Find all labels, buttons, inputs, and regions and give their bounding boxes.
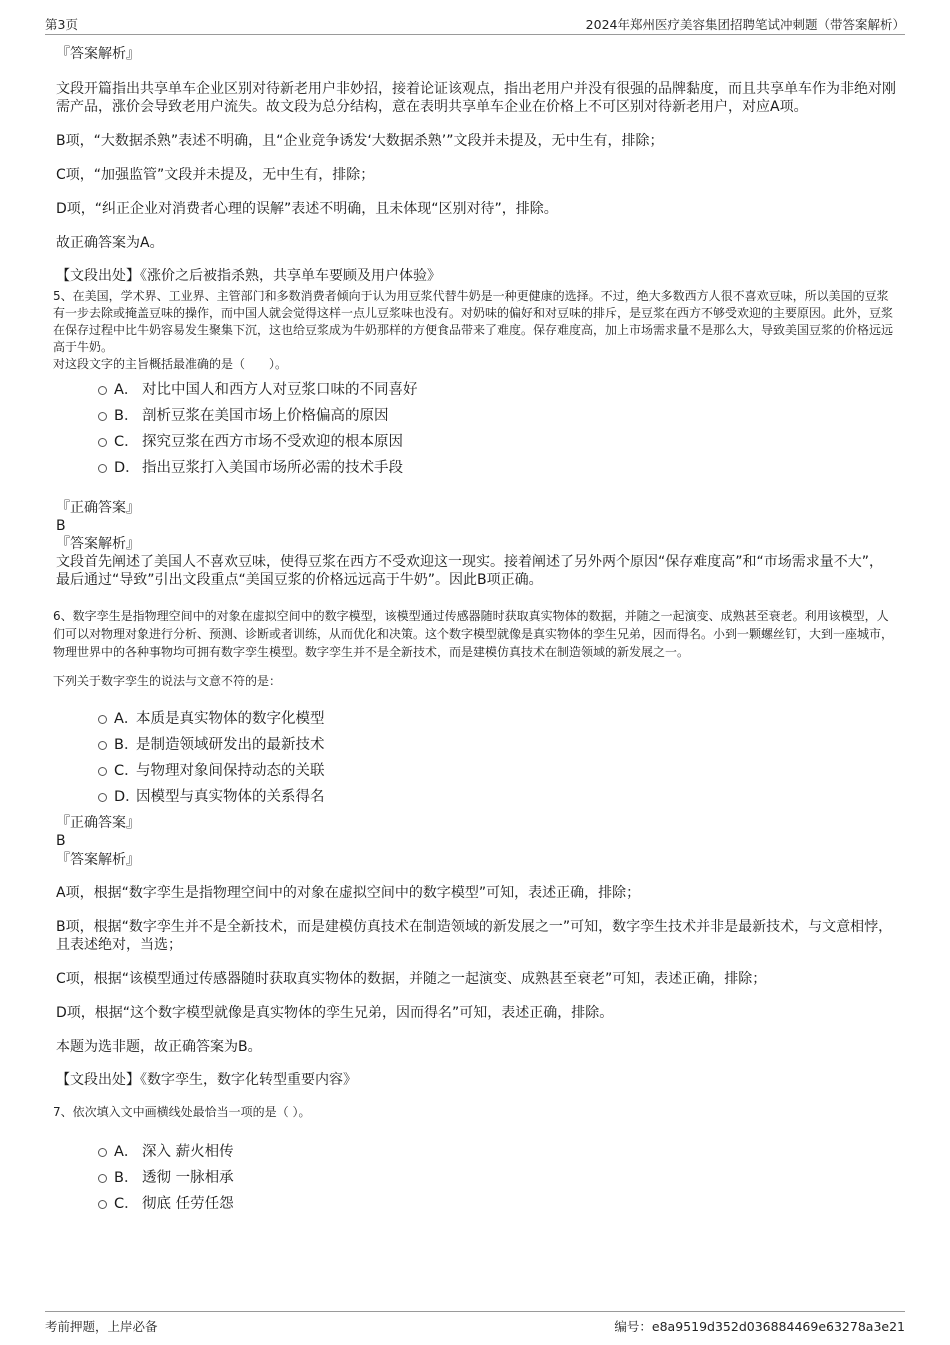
analysis-paragraph: 文段首先阐述了美国人不喜欢豆味，使得豆浆在西方不受欢迎这一现实。接着阐述了另外两个原因“保存难度高”和“市场需求量不大”，最后通过“导致”引出文段重点“美国豆浆的价格远远高于牛奶”。因此B项正确。 bbox=[56, 554, 884, 588]
option-c[interactable]: C．与物理对象间保持动态的关联 bbox=[56, 758, 896, 784]
analysis-tag: 『答案解析』 bbox=[56, 46, 140, 62]
correct-answer-tag: 『正确答案』 bbox=[56, 815, 140, 831]
radio-button[interactable] bbox=[98, 386, 107, 395]
option-b[interactable]: B． 剖析豆浆在美国市场上价格偏高的原因 bbox=[56, 403, 896, 429]
option-list bbox=[56, 377, 896, 481]
option-b[interactable]: B． 透彻 一脉相承 bbox=[56, 1165, 896, 1191]
radio-button[interactable] bbox=[98, 767, 107, 776]
analysis-paragraph: A项，根据“数字孪生是指物理空间中的对象在虚拟空间中的数字模型”可知，表述正确，排除； bbox=[56, 885, 641, 901]
radio-button[interactable] bbox=[98, 741, 107, 750]
analysis-paragraph: D项，“纠正企业对消费者心理的误解”表述不明确，且未体现“区别对待”，排除。 bbox=[56, 201, 558, 217]
analysis-paragraph: C项，“加强监管”文段并未提及，无中生有，排除； bbox=[56, 167, 375, 183]
analysis-tag: 『答案解析』 bbox=[56, 852, 140, 868]
question-prompt: 下列关于数字孪生的说法与文意不符的是： bbox=[53, 674, 282, 688]
option-a[interactable]: A． 深入 薪火相传 bbox=[56, 1139, 896, 1165]
correct-answer: B bbox=[56, 833, 66, 849]
page-footer bbox=[45, 1311, 905, 1336]
question-stem: 6、数字孪生是指物理空间中的对象在虚拟空间中的数字模型，该模型通过传感器随时获取真实物体的数据，并随之一起演变、成熟甚至衰老。利用该模型，人们可以对物理对象进行分析、预测、诊断或者训练，从而优化和决策。这个数字模型就像是真实物体的孪生兄弟，因而得名。小到一颗螺丝钉，大到一座城市，物理世界中的各种事物均可拥有数字孪生模型。数字孪生并不是全新技术，而是建模仿真技术在制造领域的新发展之一。 bbox=[53, 609, 894, 659]
footer-slogan: 考前押题，上岸必备 bbox=[45, 1319, 158, 1334]
analysis-conclusion: 故正确答案为A。 bbox=[56, 235, 164, 251]
radio-button[interactable] bbox=[98, 1174, 107, 1183]
analysis-paragraph: B项，根据“数字孪生并不是全新技术，而是建模仿真技术在制造领域的新发展之一”可知，数字孪生技术并非是最新技术，与文意相悖，且表述绝对，当选； bbox=[56, 919, 893, 953]
radio-button[interactable] bbox=[98, 412, 107, 421]
option-c[interactable]: C． 探究豆浆在西方市场不受欢迎的根本原因 bbox=[56, 429, 896, 455]
radio-button[interactable] bbox=[98, 1148, 107, 1157]
correct-answer: B bbox=[56, 518, 66, 534]
option-d[interactable]: D． 指出豆浆打入美国市场所必需的技术手段 bbox=[56, 455, 896, 481]
analysis-tag: 『答案解析』 bbox=[56, 536, 140, 552]
option-c[interactable]: C． 彻底 任劳任怨 bbox=[56, 1191, 896, 1217]
page-number: 第3页 bbox=[45, 17, 78, 32]
source-citation: 【文段出处】《数字孪生，数字化转型重要内容》 bbox=[56, 1072, 357, 1088]
option-a[interactable]: A． 对比中国人和西方人对豆浆口味的不同喜好 bbox=[56, 377, 896, 403]
radio-button[interactable] bbox=[98, 715, 107, 724]
question-stem: 5、在美国，学术界、工业界、主管部门和多数消费者倾向于认为用豆浆代替牛奶是一种更健康的选择。不过，绝大多数西方人很不喜欢豆味，所以美国的豆浆有一步去除或掩盖豆味的操作，而中国人就会觉得这样一点儿豆浆味也没有。对奶味的偏好和对豆味的排斥，是豆浆在西方不够受欢迎的主要原因。此外，豆浆在保存过程中比牛奶容易发生聚集下沉，这也给豆浆成为牛奶那样的方便食品带来了难度。保存难度高，加上市场需求量不是那么大，导致美国豆浆的价格远远高于牛奶。 bbox=[53, 289, 894, 354]
radio-button[interactable] bbox=[98, 793, 107, 802]
analysis-conclusion: 本题为选非题，故正确答案为B。 bbox=[56, 1039, 262, 1055]
radio-button[interactable] bbox=[98, 1200, 107, 1209]
document-code: 编号：e8a9519d352d036884469e63278a3e21 bbox=[614, 1319, 905, 1334]
option-list bbox=[56, 1139, 896, 1217]
option-d[interactable]: D．因模型与真实物体的关系得名 bbox=[56, 784, 896, 810]
source-citation: 【文段出处】《涨价之后被指杀熟，共享单车要顾及用户体验》 bbox=[56, 268, 441, 284]
analysis-paragraph: 文段开篇指出共享单车企业区别对待新老用户非妙招，接着论证该观点，指出老用户并没有很强的品牌黏度，而且共享单车作为非绝对刚需产品，涨价会导致老用户流失。故文段为总分结构，意在表明共享单车企业在价格上不可区别对待新老用户，对应A项。 bbox=[56, 81, 896, 115]
page-header bbox=[45, 12, 905, 35]
analysis-paragraph: C项，根据“该模型通过传感器随时获取真实物体的数据，并随之一起演变、成熟甚至衰老”可知，表述正确，排除； bbox=[56, 971, 767, 987]
option-a[interactable]: A．本质是真实物体的数字化模型 bbox=[56, 706, 896, 732]
radio-button[interactable] bbox=[98, 438, 107, 447]
option-list bbox=[56, 706, 896, 810]
radio-button[interactable] bbox=[98, 464, 107, 473]
document-title: 2024年郑州医疗美容集团招聘笔试冲刺题（带答案解析） bbox=[585, 17, 905, 32]
question-prompt: 对这段文字的主旨概括最准确的是（ ）。 bbox=[53, 357, 288, 371]
analysis-paragraph: B项，“大数据杀熟”表述不明确，且“企业竞争诱发‘大数据杀熟’”文段并未提及，无中生有，排除； bbox=[56, 133, 664, 149]
page-content bbox=[53, 44, 896, 1217]
correct-answer-tag: 『正确答案』 bbox=[56, 500, 140, 516]
analysis-paragraph: D项，根据“这个数字模型就像是真实物体的孪生兄弟，因而得名”可知，表述正确，排除。 bbox=[56, 1005, 614, 1021]
option-b[interactable]: B．是制造领域研发出的最新技术 bbox=[56, 732, 896, 758]
question-stem: 7、依次填入文中画横线处最恰当一项的是（ ）。 bbox=[53, 1105, 311, 1119]
